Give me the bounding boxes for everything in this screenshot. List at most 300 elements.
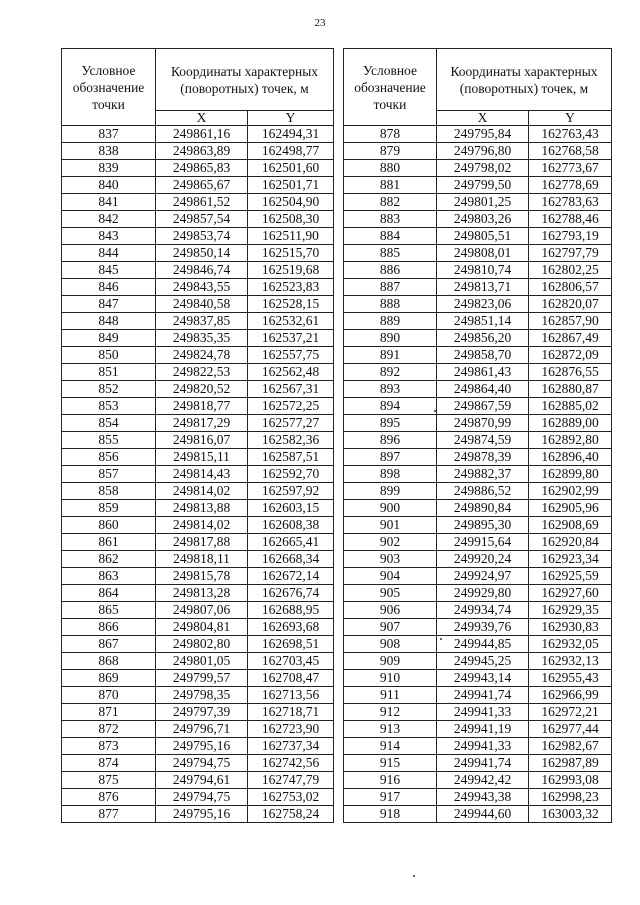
x-value: 249818,11 xyxy=(156,551,248,568)
y-value: 162508,30 xyxy=(248,211,334,228)
table-row xyxy=(62,619,334,636)
x-value: 249853,74 xyxy=(156,228,248,245)
x-value: 249815,11 xyxy=(156,449,248,466)
table-row xyxy=(344,296,612,313)
y-value: 162982,67 xyxy=(529,738,612,755)
y-value: 162577,27 xyxy=(248,415,334,432)
y-value: 162723,90 xyxy=(248,721,334,738)
table-row xyxy=(344,738,612,755)
table-row xyxy=(62,313,334,330)
table-row xyxy=(344,789,612,806)
y-value: 162768,58 xyxy=(529,143,612,160)
point-number: 884 xyxy=(344,228,437,245)
point-number: 838 xyxy=(62,143,156,160)
x-value: 249924,97 xyxy=(437,568,529,585)
x-value: 249796,71 xyxy=(156,721,248,738)
point-number: 881 xyxy=(344,177,437,194)
x-value: 249943,38 xyxy=(437,789,529,806)
table-row xyxy=(344,687,612,704)
y-value: 162693,68 xyxy=(248,619,334,636)
point-number: 846 xyxy=(62,279,156,296)
y-value: 162494,31 xyxy=(248,126,334,143)
table-row xyxy=(344,517,612,534)
table-row xyxy=(344,653,612,670)
point-number: 853 xyxy=(62,398,156,415)
point-number: 910 xyxy=(344,670,437,687)
point-number: 900 xyxy=(344,500,437,517)
table-row xyxy=(62,381,334,398)
point-number: 854 xyxy=(62,415,156,432)
point-number: 916 xyxy=(344,772,437,789)
table-row xyxy=(62,432,334,449)
y-value: 162672,14 xyxy=(248,568,334,585)
y-value: 162528,15 xyxy=(248,296,334,313)
y-value: 162515,70 xyxy=(248,245,334,262)
y-value: 162698,51 xyxy=(248,636,334,653)
table-row xyxy=(344,568,612,585)
point-number: 878 xyxy=(344,126,437,143)
point-number: 855 xyxy=(62,432,156,449)
table-row xyxy=(344,619,612,636)
y-value: 162955,43 xyxy=(529,670,612,687)
x-value: 249934,74 xyxy=(437,602,529,619)
y-value: 162927,60 xyxy=(529,585,612,602)
point-number: 843 xyxy=(62,228,156,245)
table-row xyxy=(344,602,612,619)
table-row xyxy=(344,500,612,517)
x-value: 249794,61 xyxy=(156,772,248,789)
point-number: 872 xyxy=(62,721,156,738)
table-row xyxy=(62,279,334,296)
x-value: 249824,78 xyxy=(156,347,248,364)
y-value: 162977,44 xyxy=(529,721,612,738)
point-number: 847 xyxy=(62,296,156,313)
x-value: 249795,16 xyxy=(156,806,248,823)
table-row xyxy=(344,432,612,449)
x-value: 249799,50 xyxy=(437,177,529,194)
x-value: 249870,99 xyxy=(437,415,529,432)
table-row xyxy=(62,211,334,228)
y-column-header: Y xyxy=(529,111,612,126)
point-number: 917 xyxy=(344,789,437,806)
x-value: 249817,29 xyxy=(156,415,248,432)
point-number: 859 xyxy=(62,500,156,517)
point-number: 893 xyxy=(344,381,437,398)
y-value: 162880,87 xyxy=(529,381,612,398)
point-number: 891 xyxy=(344,347,437,364)
x-value: 249939,76 xyxy=(437,619,529,636)
y-value: 162567,31 xyxy=(248,381,334,398)
table-row xyxy=(344,755,612,772)
y-value: 162665,41 xyxy=(248,534,334,551)
table-row xyxy=(344,143,612,160)
point-number: 875 xyxy=(62,772,156,789)
table-row xyxy=(62,364,334,381)
point-number: 870 xyxy=(62,687,156,704)
table-body-left xyxy=(62,126,334,823)
table-row xyxy=(344,483,612,500)
point-number: 850 xyxy=(62,347,156,364)
table-row xyxy=(62,755,334,772)
table-row xyxy=(344,126,612,143)
y-value: 162498,77 xyxy=(248,143,334,160)
x-value: 249804,81 xyxy=(156,619,248,636)
table-row xyxy=(62,126,334,143)
table-row xyxy=(344,347,612,364)
x-value: 249861,52 xyxy=(156,194,248,211)
table-row xyxy=(62,177,334,194)
point-number: 918 xyxy=(344,806,437,823)
point-number: 877 xyxy=(62,806,156,823)
y-value: 162802,25 xyxy=(529,262,612,279)
point-number: 898 xyxy=(344,466,437,483)
y-value: 162932,05 xyxy=(529,636,612,653)
x-value: 249801,25 xyxy=(437,194,529,211)
table-row xyxy=(62,483,334,500)
scan-speck xyxy=(413,875,415,877)
table-row xyxy=(62,415,334,432)
coords-header: Координаты характерных (поворотных) точек, м xyxy=(437,49,612,111)
table-row xyxy=(344,381,612,398)
table-row xyxy=(62,636,334,653)
x-value: 249861,43 xyxy=(437,364,529,381)
table-row xyxy=(62,738,334,755)
table-row xyxy=(62,568,334,585)
x-value: 249857,54 xyxy=(156,211,248,228)
x-value: 249814,02 xyxy=(156,483,248,500)
x-value: 249797,39 xyxy=(156,704,248,721)
x-value: 249856,20 xyxy=(437,330,529,347)
table-row xyxy=(344,228,612,245)
point-number: 882 xyxy=(344,194,437,211)
x-value: 249802,80 xyxy=(156,636,248,653)
x-value: 249867,59 xyxy=(437,398,529,415)
table-row xyxy=(344,806,612,823)
table-row xyxy=(344,364,612,381)
point-number: 865 xyxy=(62,602,156,619)
table-row xyxy=(344,415,612,432)
point-number: 873 xyxy=(62,738,156,755)
y-value: 162562,48 xyxy=(248,364,334,381)
table-row xyxy=(62,789,334,806)
point-number: 895 xyxy=(344,415,437,432)
point-number: 886 xyxy=(344,262,437,279)
table-row xyxy=(344,177,612,194)
y-value: 162925,59 xyxy=(529,568,612,585)
table-row xyxy=(62,721,334,738)
x-value: 249820,52 xyxy=(156,381,248,398)
coordinates-table-right xyxy=(343,48,612,823)
y-value: 162806,57 xyxy=(529,279,612,296)
table-row xyxy=(344,704,612,721)
x-value: 249807,06 xyxy=(156,602,248,619)
y-value: 162519,68 xyxy=(248,262,334,279)
table-row xyxy=(344,279,612,296)
y-value: 162932,13 xyxy=(529,653,612,670)
y-value: 162778,69 xyxy=(529,177,612,194)
table-row xyxy=(62,551,334,568)
y-value: 162572,25 xyxy=(248,398,334,415)
y-value: 162923,34 xyxy=(529,551,612,568)
point-number: 845 xyxy=(62,262,156,279)
y-value: 163003,32 xyxy=(529,806,612,823)
y-value: 162783,63 xyxy=(529,194,612,211)
point-number: 841 xyxy=(62,194,156,211)
point-number: 876 xyxy=(62,789,156,806)
y-value: 162867,49 xyxy=(529,330,612,347)
page-number: 23 xyxy=(314,17,326,29)
point-number: 837 xyxy=(62,126,156,143)
y-value: 162966,99 xyxy=(529,687,612,704)
point-number: 868 xyxy=(62,653,156,670)
table-row xyxy=(344,449,612,466)
x-value: 249801,05 xyxy=(156,653,248,670)
y-value: 162608,38 xyxy=(248,517,334,534)
table-row xyxy=(62,449,334,466)
table-row xyxy=(344,313,612,330)
table-row xyxy=(62,330,334,347)
y-value: 162773,67 xyxy=(529,160,612,177)
x-value: 249920,24 xyxy=(437,551,529,568)
x-value: 249941,74 xyxy=(437,687,529,704)
y-value: 162537,21 xyxy=(248,330,334,347)
point-number: 852 xyxy=(62,381,156,398)
table-row xyxy=(62,806,334,823)
x-value: 249941,19 xyxy=(437,721,529,738)
point-number: 863 xyxy=(62,568,156,585)
y-value: 162876,55 xyxy=(529,364,612,381)
x-column-header: X xyxy=(156,111,248,126)
point-number: 879 xyxy=(344,143,437,160)
x-value: 249915,64 xyxy=(437,534,529,551)
x-value: 249794,75 xyxy=(156,789,248,806)
table-row xyxy=(62,534,334,551)
point-number: 851 xyxy=(62,364,156,381)
x-value: 249943,14 xyxy=(437,670,529,687)
y-value: 162872,09 xyxy=(529,347,612,364)
x-value: 249795,16 xyxy=(156,738,248,755)
table-row xyxy=(344,211,612,228)
y-value: 162896,40 xyxy=(529,449,612,466)
point-number: 874 xyxy=(62,755,156,772)
table-row xyxy=(344,466,612,483)
y-value: 162857,90 xyxy=(529,313,612,330)
table-row xyxy=(62,347,334,364)
table-row xyxy=(62,262,334,279)
point-number: 890 xyxy=(344,330,437,347)
table-row xyxy=(62,245,334,262)
x-value: 249814,02 xyxy=(156,517,248,534)
table-row xyxy=(62,585,334,602)
point-number: 889 xyxy=(344,313,437,330)
y-value: 162987,89 xyxy=(529,755,612,772)
y-value: 162930,83 xyxy=(529,619,612,636)
point-number: 908 xyxy=(344,636,437,653)
x-value: 249798,35 xyxy=(156,687,248,704)
point-number: 849 xyxy=(62,330,156,347)
x-value: 249814,43 xyxy=(156,466,248,483)
y-value: 162993,08 xyxy=(529,772,612,789)
x-value: 249795,84 xyxy=(437,126,529,143)
point-number: 866 xyxy=(62,619,156,636)
table-row xyxy=(344,160,612,177)
coordinates-table-left xyxy=(61,48,334,823)
y-value: 162972,21 xyxy=(529,704,612,721)
y-value: 162820,07 xyxy=(529,296,612,313)
point-number: 894 xyxy=(344,398,437,415)
point-number: 896 xyxy=(344,432,437,449)
x-value: 249944,60 xyxy=(437,806,529,823)
table-row xyxy=(62,653,334,670)
x-value: 249810,74 xyxy=(437,262,529,279)
x-column-header: X xyxy=(437,111,529,126)
point-number: 864 xyxy=(62,585,156,602)
point-number: 840 xyxy=(62,177,156,194)
table-row xyxy=(344,670,612,687)
table-row xyxy=(344,330,612,347)
y-value: 162703,45 xyxy=(248,653,334,670)
point-number: 869 xyxy=(62,670,156,687)
table-row xyxy=(62,296,334,313)
point-number: 903 xyxy=(344,551,437,568)
point-number: 911 xyxy=(344,687,437,704)
x-value: 249851,14 xyxy=(437,313,529,330)
x-value: 249823,06 xyxy=(437,296,529,313)
y-value: 162688,95 xyxy=(248,602,334,619)
point-number: 904 xyxy=(344,568,437,585)
point-number: 905 xyxy=(344,585,437,602)
y-value: 162587,51 xyxy=(248,449,334,466)
point-number: 861 xyxy=(62,534,156,551)
point-number: 842 xyxy=(62,211,156,228)
table-row xyxy=(62,704,334,721)
y-value: 162892,80 xyxy=(529,432,612,449)
point-number: 871 xyxy=(62,704,156,721)
x-value: 249843,55 xyxy=(156,279,248,296)
y-value: 162511,90 xyxy=(248,228,334,245)
x-value: 249798,02 xyxy=(437,160,529,177)
y-value: 162747,79 xyxy=(248,772,334,789)
x-value: 249861,16 xyxy=(156,126,248,143)
x-value: 249863,89 xyxy=(156,143,248,160)
point-header: Условное обозначение точки xyxy=(344,49,437,126)
x-value: 249803,26 xyxy=(437,211,529,228)
y-value: 162793,19 xyxy=(529,228,612,245)
table-row xyxy=(62,160,334,177)
y-value: 162788,46 xyxy=(529,211,612,228)
x-value: 249865,67 xyxy=(156,177,248,194)
x-value: 249835,35 xyxy=(156,330,248,347)
point-number: 915 xyxy=(344,755,437,772)
point-number: 880 xyxy=(344,160,437,177)
x-value: 249846,74 xyxy=(156,262,248,279)
table-body-right xyxy=(344,126,612,823)
x-value: 249799,57 xyxy=(156,670,248,687)
x-value: 249942,42 xyxy=(437,772,529,789)
point-number: 899 xyxy=(344,483,437,500)
table-row xyxy=(344,398,612,415)
x-value: 249941,74 xyxy=(437,755,529,772)
table-row xyxy=(62,194,334,211)
point-number: 848 xyxy=(62,313,156,330)
scan-speck xyxy=(434,410,436,412)
table-row xyxy=(62,228,334,245)
x-value: 249864,40 xyxy=(437,381,529,398)
point-number: 906 xyxy=(344,602,437,619)
y-value: 162920,84 xyxy=(529,534,612,551)
y-value: 162998,23 xyxy=(529,789,612,806)
scan-speck xyxy=(440,638,442,640)
point-number: 914 xyxy=(344,738,437,755)
table-row xyxy=(62,143,334,160)
point-number: 913 xyxy=(344,721,437,738)
y-value: 162603,15 xyxy=(248,500,334,517)
point-number: 888 xyxy=(344,296,437,313)
x-value: 249886,52 xyxy=(437,483,529,500)
y-value: 162718,71 xyxy=(248,704,334,721)
y-value: 162742,56 xyxy=(248,755,334,772)
point-number: 839 xyxy=(62,160,156,177)
table-row xyxy=(344,721,612,738)
point-number: 892 xyxy=(344,364,437,381)
y-value: 162889,00 xyxy=(529,415,612,432)
y-value: 162753,02 xyxy=(248,789,334,806)
y-value: 162737,34 xyxy=(248,738,334,755)
y-value: 162758,24 xyxy=(248,806,334,823)
point-number: 862 xyxy=(62,551,156,568)
point-number: 907 xyxy=(344,619,437,636)
x-value: 249816,07 xyxy=(156,432,248,449)
x-value: 249796,80 xyxy=(437,143,529,160)
x-value: 249858,70 xyxy=(437,347,529,364)
coords-header: Координаты характерных (поворотных) точек, м xyxy=(156,49,334,111)
point-number: 844 xyxy=(62,245,156,262)
table-row xyxy=(62,466,334,483)
x-value: 249944,85 xyxy=(437,636,529,653)
table-row xyxy=(62,500,334,517)
point-number: 883 xyxy=(344,211,437,228)
table-row xyxy=(344,262,612,279)
x-value: 249813,71 xyxy=(437,279,529,296)
x-value: 249837,85 xyxy=(156,313,248,330)
x-value: 249895,30 xyxy=(437,517,529,534)
y-value: 162908,69 xyxy=(529,517,612,534)
table-row xyxy=(62,772,334,789)
x-value: 249817,88 xyxy=(156,534,248,551)
x-value: 249815,78 xyxy=(156,568,248,585)
table-row xyxy=(62,517,334,534)
x-value: 249941,33 xyxy=(437,738,529,755)
y-value: 162902,99 xyxy=(529,483,612,500)
table-row xyxy=(344,585,612,602)
table-row xyxy=(344,551,612,568)
table-row xyxy=(344,194,612,211)
point-number: 857 xyxy=(62,466,156,483)
point-number: 887 xyxy=(344,279,437,296)
y-value: 162668,34 xyxy=(248,551,334,568)
x-value: 249818,77 xyxy=(156,398,248,415)
point-header: Условное обозначение точки xyxy=(62,49,156,126)
x-value: 249813,28 xyxy=(156,585,248,602)
point-number: 867 xyxy=(62,636,156,653)
y-value: 162523,83 xyxy=(248,279,334,296)
point-number: 885 xyxy=(344,245,437,262)
table-row xyxy=(62,687,334,704)
table-row xyxy=(62,602,334,619)
point-number: 901 xyxy=(344,517,437,534)
point-number: 909 xyxy=(344,653,437,670)
y-value: 162929,35 xyxy=(529,602,612,619)
